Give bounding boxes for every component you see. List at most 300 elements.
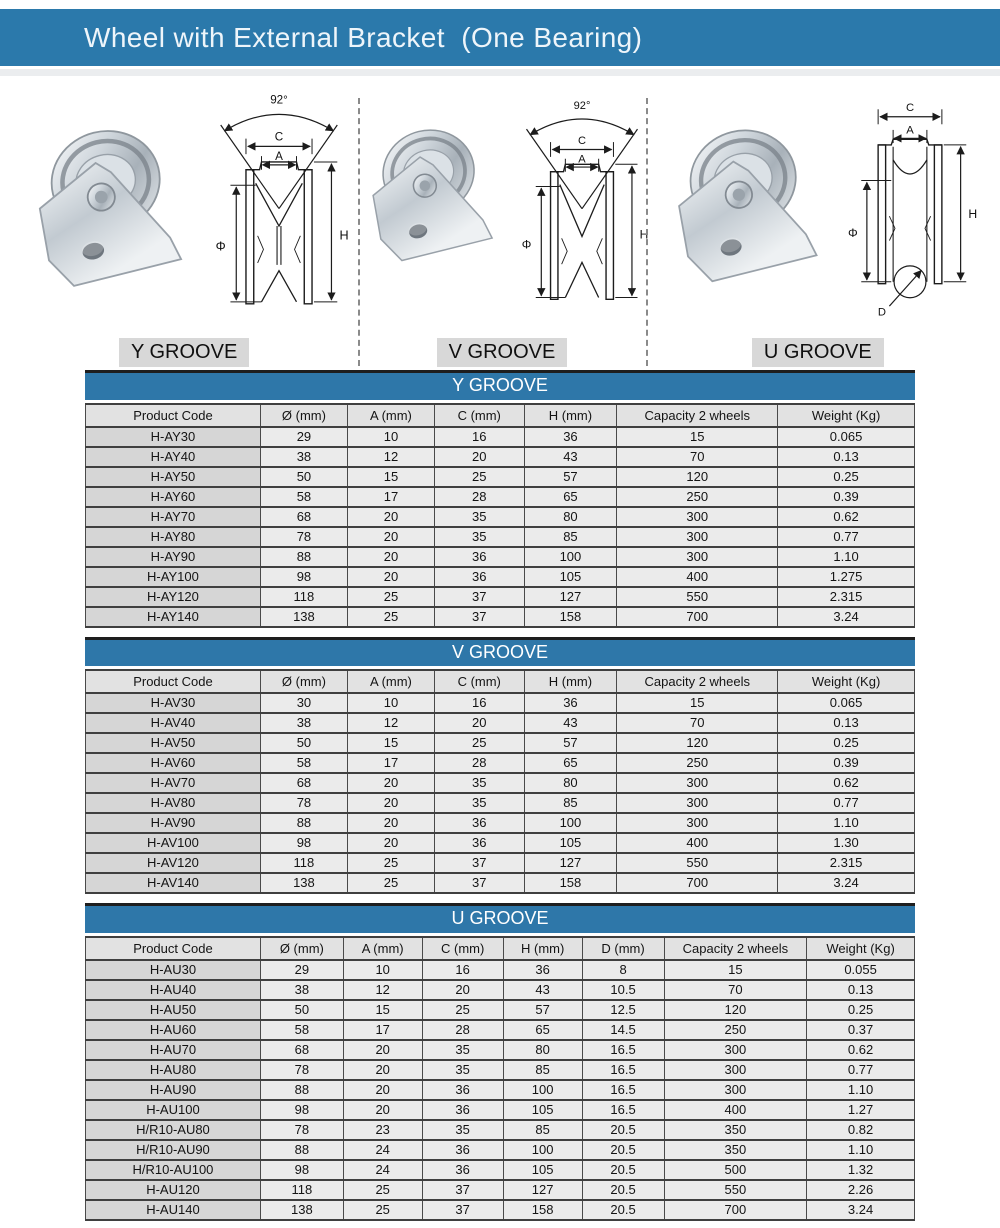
value-cell: 0.77 bbox=[807, 1060, 915, 1080]
value-cell: 550 bbox=[617, 853, 778, 873]
value-cell: 400 bbox=[617, 567, 778, 587]
value-cell: 118 bbox=[260, 853, 347, 873]
value-cell: 700 bbox=[617, 607, 778, 627]
value-cell: 0.055 bbox=[807, 960, 915, 980]
value-cell: 20 bbox=[434, 713, 524, 733]
column-header: Ø (mm) bbox=[260, 670, 347, 693]
column-header: C (mm) bbox=[434, 404, 524, 427]
value-cell: 15 bbox=[617, 427, 778, 447]
value-cell: 2.26 bbox=[807, 1180, 915, 1200]
table-row bbox=[86, 1000, 915, 1020]
value-cell: 50 bbox=[260, 733, 347, 753]
product-code-cell: H-AU80 bbox=[86, 1060, 261, 1080]
product-code-cell: H-AU100 bbox=[86, 1100, 261, 1120]
value-cell: 68 bbox=[260, 1040, 343, 1060]
value-cell: 36 bbox=[422, 1100, 503, 1120]
value-cell: 2.315 bbox=[778, 587, 915, 607]
value-cell: 85 bbox=[503, 1120, 582, 1140]
value-cell: 118 bbox=[260, 1180, 343, 1200]
value-cell: 0.25 bbox=[778, 467, 915, 487]
value-cell: 1.10 bbox=[778, 547, 915, 567]
value-cell: 25 bbox=[347, 587, 434, 607]
value-cell: 250 bbox=[617, 487, 778, 507]
dim-label-angle: 92° bbox=[270, 93, 288, 107]
column-header: C (mm) bbox=[434, 670, 524, 693]
value-cell: 300 bbox=[617, 793, 778, 813]
product-code-cell: H-AV90 bbox=[86, 813, 261, 833]
value-cell: 1.27 bbox=[807, 1100, 915, 1120]
value-cell: 25 bbox=[422, 1000, 503, 1020]
value-cell: 20 bbox=[343, 1060, 422, 1080]
value-cell: 16 bbox=[434, 693, 524, 713]
value-cell: 78 bbox=[260, 1060, 343, 1080]
value-cell: 8 bbox=[582, 960, 664, 980]
value-cell: 37 bbox=[422, 1200, 503, 1220]
value-cell: 36 bbox=[434, 833, 524, 853]
column-header: A (mm) bbox=[343, 937, 422, 960]
table-row bbox=[86, 1160, 915, 1180]
product-code-cell: H-AV40 bbox=[86, 713, 261, 733]
value-cell: 20.5 bbox=[582, 1180, 664, 1200]
value-cell: 58 bbox=[260, 1020, 343, 1040]
value-cell: 105 bbox=[524, 833, 617, 853]
product-photo-u bbox=[650, 92, 835, 312]
value-cell: 20 bbox=[347, 527, 434, 547]
value-cell: 98 bbox=[260, 833, 347, 853]
column-header: A (mm) bbox=[347, 404, 434, 427]
dim-label-c: C bbox=[906, 102, 915, 115]
value-cell: 16.5 bbox=[582, 1060, 664, 1080]
column-header: H (mm) bbox=[524, 670, 617, 693]
value-cell: 15 bbox=[617, 693, 778, 713]
column-header: Ø (mm) bbox=[260, 937, 343, 960]
value-cell: 65 bbox=[524, 487, 617, 507]
column-header: Product Code bbox=[86, 670, 261, 693]
column-header: Product Code bbox=[86, 937, 261, 960]
value-cell: 43 bbox=[524, 447, 617, 467]
table-header-row bbox=[86, 937, 915, 960]
value-cell: 0.065 bbox=[778, 693, 915, 713]
value-cell: 36 bbox=[422, 1160, 503, 1180]
groove-label-v: V GROOVE bbox=[437, 338, 568, 367]
value-cell: 98 bbox=[260, 1160, 343, 1180]
value-cell: 85 bbox=[503, 1060, 582, 1080]
table-row bbox=[86, 1140, 915, 1160]
value-cell: 700 bbox=[617, 873, 778, 893]
value-cell: 37 bbox=[434, 853, 524, 873]
value-cell: 98 bbox=[260, 1100, 343, 1120]
product-code-cell: H-AU140 bbox=[86, 1200, 261, 1220]
diagram-column-v bbox=[360, 92, 649, 366]
value-cell: 1.30 bbox=[778, 833, 915, 853]
value-cell: 78 bbox=[260, 1120, 343, 1140]
value-cell: 138 bbox=[260, 1200, 343, 1220]
value-cell: 80 bbox=[503, 1040, 582, 1060]
product-code-cell: H-AV60 bbox=[86, 753, 261, 773]
product-code-cell: H-AU60 bbox=[86, 1020, 261, 1040]
table-row bbox=[86, 447, 915, 467]
value-cell: 57 bbox=[524, 467, 617, 487]
value-cell: 17 bbox=[343, 1020, 422, 1040]
dim-label-a: A bbox=[275, 150, 284, 163]
value-cell: 105 bbox=[503, 1100, 582, 1120]
table-header-row bbox=[86, 670, 915, 693]
table-row bbox=[86, 733, 915, 753]
value-cell: 158 bbox=[524, 873, 617, 893]
value-cell: 700 bbox=[664, 1200, 807, 1220]
value-cell: 25 bbox=[434, 733, 524, 753]
value-cell: 12 bbox=[347, 713, 434, 733]
value-cell: 15 bbox=[343, 1000, 422, 1020]
value-cell: 25 bbox=[434, 467, 524, 487]
value-cell: 57 bbox=[503, 1000, 582, 1020]
value-cell: 25 bbox=[347, 607, 434, 627]
spec-table-u-groove bbox=[85, 903, 915, 1221]
spec-table-v-groove bbox=[85, 637, 915, 895]
header-divider-strip bbox=[0, 69, 1000, 76]
product-code-cell: H-AV140 bbox=[86, 873, 261, 893]
dim-label-dia: Φ bbox=[215, 239, 226, 254]
value-cell: 105 bbox=[524, 567, 617, 587]
value-cell: 80 bbox=[524, 507, 617, 527]
dim-label-h: H bbox=[639, 227, 649, 242]
value-cell: 350 bbox=[664, 1120, 807, 1140]
table-row bbox=[86, 1180, 915, 1200]
column-header: Weight (Kg) bbox=[807, 937, 915, 960]
value-cell: 0.39 bbox=[778, 753, 915, 773]
value-cell: 43 bbox=[524, 713, 617, 733]
value-cell: 12.5 bbox=[582, 1000, 664, 1020]
table-row bbox=[86, 693, 915, 713]
product-code-cell: H-AV80 bbox=[86, 793, 261, 813]
groove-label-u: U GROOVE bbox=[752, 338, 884, 367]
data-table bbox=[85, 669, 915, 894]
table-row bbox=[86, 1120, 915, 1140]
table-title: V GROOVE bbox=[85, 637, 915, 667]
value-cell: 16.5 bbox=[582, 1080, 664, 1100]
value-cell: 88 bbox=[260, 813, 347, 833]
value-cell: 85 bbox=[524, 793, 617, 813]
table-row bbox=[86, 587, 915, 607]
value-cell: 58 bbox=[260, 753, 347, 773]
value-cell: 68 bbox=[260, 507, 347, 527]
product-code-cell: H-AU90 bbox=[86, 1080, 261, 1100]
column-header: C (mm) bbox=[422, 937, 503, 960]
value-cell: 36 bbox=[434, 567, 524, 587]
value-cell: 25 bbox=[347, 853, 434, 873]
dim-label-d: D bbox=[878, 306, 887, 319]
value-cell: 36 bbox=[422, 1080, 503, 1100]
product-code-cell: H-AU50 bbox=[86, 1000, 261, 1020]
value-cell: 43 bbox=[503, 980, 582, 1000]
value-cell: 24 bbox=[343, 1140, 422, 1160]
table-row bbox=[86, 427, 915, 447]
product-code-cell: H-AU30 bbox=[86, 960, 261, 980]
dimension-drawing-u bbox=[835, 92, 985, 330]
value-cell: 23 bbox=[343, 1120, 422, 1140]
value-cell: 36 bbox=[524, 693, 617, 713]
value-cell: 36 bbox=[422, 1140, 503, 1160]
value-cell: 35 bbox=[434, 773, 524, 793]
value-cell: 550 bbox=[617, 587, 778, 607]
column-header: A (mm) bbox=[347, 670, 434, 693]
table-row bbox=[86, 487, 915, 507]
value-cell: 35 bbox=[422, 1120, 503, 1140]
value-cell: 1.10 bbox=[807, 1080, 915, 1100]
column-header: Ø (mm) bbox=[260, 404, 347, 427]
table-row bbox=[86, 467, 915, 487]
value-cell: 350 bbox=[664, 1140, 807, 1160]
table-row bbox=[86, 753, 915, 773]
table-row bbox=[86, 873, 915, 893]
product-code-cell: H-AY90 bbox=[86, 547, 261, 567]
dim-label-a: A bbox=[578, 153, 586, 166]
value-cell: 550 bbox=[664, 1180, 807, 1200]
product-code-cell: H-AY30 bbox=[86, 427, 261, 447]
dim-label-c: C bbox=[577, 134, 586, 147]
value-cell: 38 bbox=[260, 713, 347, 733]
value-cell: 500 bbox=[664, 1160, 807, 1180]
dim-label-a: A bbox=[906, 124, 915, 137]
table-row bbox=[86, 1100, 915, 1120]
table-row bbox=[86, 980, 915, 1000]
value-cell: 300 bbox=[664, 1060, 807, 1080]
dimension-drawing-v bbox=[508, 92, 656, 330]
value-cell: 20 bbox=[347, 813, 434, 833]
value-cell: 300 bbox=[617, 773, 778, 793]
value-cell: 36 bbox=[434, 813, 524, 833]
top-margin bbox=[0, 0, 1000, 9]
product-photo-v bbox=[348, 92, 508, 292]
value-cell: 78 bbox=[260, 527, 347, 547]
value-cell: 14.5 bbox=[582, 1020, 664, 1040]
value-cell: 300 bbox=[617, 507, 778, 527]
dimension-drawing-y bbox=[200, 92, 358, 330]
product-code-cell: H-AU70 bbox=[86, 1040, 261, 1060]
product-code-cell: H-AY100 bbox=[86, 567, 261, 587]
column-header: H (mm) bbox=[503, 937, 582, 960]
value-cell: 36 bbox=[503, 960, 582, 980]
table-title: Y GROOVE bbox=[85, 370, 915, 400]
diagram-row-u bbox=[650, 92, 985, 330]
table-row bbox=[86, 507, 915, 527]
value-cell: 20 bbox=[347, 793, 434, 813]
table-row bbox=[86, 813, 915, 833]
value-cell: 20 bbox=[343, 1100, 422, 1120]
value-cell: 20 bbox=[347, 773, 434, 793]
diagram-column-u bbox=[644, 92, 992, 366]
table-row bbox=[86, 1020, 915, 1040]
value-cell: 25 bbox=[343, 1180, 422, 1200]
value-cell: 35 bbox=[422, 1060, 503, 1080]
value-cell: 20.5 bbox=[582, 1200, 664, 1220]
product-code-cell: H-AV120 bbox=[86, 853, 261, 873]
value-cell: 20.5 bbox=[582, 1120, 664, 1140]
table-row bbox=[86, 527, 915, 547]
dim-label-h: H bbox=[968, 207, 978, 222]
product-photo-y bbox=[10, 92, 200, 317]
value-cell: 28 bbox=[434, 753, 524, 773]
value-cell: 3.24 bbox=[778, 607, 915, 627]
table-row bbox=[86, 1200, 915, 1220]
value-cell: 85 bbox=[524, 527, 617, 547]
value-cell: 28 bbox=[422, 1020, 503, 1040]
value-cell: 100 bbox=[503, 1080, 582, 1100]
value-cell: 65 bbox=[524, 753, 617, 773]
value-cell: 38 bbox=[260, 980, 343, 1000]
value-cell: 100 bbox=[524, 813, 617, 833]
value-cell: 30 bbox=[260, 693, 347, 713]
dim-label-angle: 92° bbox=[573, 99, 591, 112]
value-cell: 50 bbox=[260, 1000, 343, 1020]
product-code-cell: H-AU40 bbox=[86, 980, 261, 1000]
value-cell: 25 bbox=[347, 873, 434, 893]
value-cell: 36 bbox=[434, 547, 524, 567]
diagram-column-y bbox=[8, 92, 360, 366]
dashed-divider bbox=[646, 98, 648, 366]
value-cell: 1.32 bbox=[807, 1160, 915, 1180]
value-cell: 37 bbox=[434, 607, 524, 627]
table-row bbox=[86, 960, 915, 980]
value-cell: 16.5 bbox=[582, 1100, 664, 1120]
value-cell: 400 bbox=[617, 833, 778, 853]
value-cell: 58 bbox=[260, 487, 347, 507]
value-cell: 0.37 bbox=[807, 1020, 915, 1040]
value-cell: 15 bbox=[664, 960, 807, 980]
value-cell: 0.62 bbox=[778, 773, 915, 793]
value-cell: 20 bbox=[343, 1040, 422, 1060]
product-code-cell: H-AV30 bbox=[86, 693, 261, 713]
column-header: Capacity 2 wheels bbox=[664, 937, 807, 960]
table-row bbox=[86, 793, 915, 813]
column-header: Capacity 2 wheels bbox=[617, 670, 778, 693]
value-cell: 3.24 bbox=[778, 873, 915, 893]
value-cell: 158 bbox=[524, 607, 617, 627]
value-cell: 10 bbox=[347, 427, 434, 447]
product-code-cell: H-AV50 bbox=[86, 733, 261, 753]
value-cell: 120 bbox=[664, 1000, 807, 1020]
dim-label-dia: Φ bbox=[521, 237, 532, 252]
value-cell: 12 bbox=[347, 447, 434, 467]
value-cell: 20.5 bbox=[582, 1160, 664, 1180]
dim-label-h: H bbox=[339, 228, 349, 243]
value-cell: 300 bbox=[617, 527, 778, 547]
value-cell: 35 bbox=[434, 793, 524, 813]
value-cell: 25 bbox=[343, 1200, 422, 1220]
value-cell: 300 bbox=[664, 1040, 807, 1060]
value-cell: 0.25 bbox=[778, 733, 915, 753]
value-cell: 0.13 bbox=[807, 980, 915, 1000]
value-cell: 35 bbox=[422, 1040, 503, 1060]
value-cell: 37 bbox=[422, 1180, 503, 1200]
page-title: Wheel with External Bracket (One Bearing) bbox=[84, 21, 643, 53]
value-cell: 17 bbox=[347, 753, 434, 773]
value-cell: 29 bbox=[260, 427, 347, 447]
value-cell: 127 bbox=[524, 587, 617, 607]
value-cell: 35 bbox=[434, 527, 524, 547]
value-cell: 20 bbox=[347, 547, 434, 567]
table-row bbox=[86, 833, 915, 853]
value-cell: 1.10 bbox=[807, 1140, 915, 1160]
spec-table-y-groove bbox=[85, 370, 915, 628]
column-header: D (mm) bbox=[582, 937, 664, 960]
value-cell: 10 bbox=[343, 960, 422, 980]
product-code-cell: H/R10-AU90 bbox=[86, 1140, 261, 1160]
value-cell: 0.13 bbox=[778, 713, 915, 733]
value-cell: 0.62 bbox=[807, 1040, 915, 1060]
value-cell: 20 bbox=[347, 567, 434, 587]
product-code-cell: H-AY80 bbox=[86, 527, 261, 547]
value-cell: 0.39 bbox=[778, 487, 915, 507]
value-cell: 127 bbox=[524, 853, 617, 873]
value-cell: 127 bbox=[503, 1180, 582, 1200]
value-cell: 20 bbox=[422, 980, 503, 1000]
page-header bbox=[0, 9, 1000, 66]
table-row bbox=[86, 547, 915, 567]
value-cell: 68 bbox=[260, 773, 347, 793]
value-cell: 36 bbox=[524, 427, 617, 447]
value-cell: 57 bbox=[524, 733, 617, 753]
value-cell: 88 bbox=[260, 1080, 343, 1100]
value-cell: 28 bbox=[434, 487, 524, 507]
table-header-row bbox=[86, 404, 915, 427]
column-header: Capacity 2 wheels bbox=[617, 404, 778, 427]
value-cell: 300 bbox=[617, 547, 778, 567]
value-cell: 0.82 bbox=[807, 1120, 915, 1140]
value-cell: 16 bbox=[422, 960, 503, 980]
value-cell: 98 bbox=[260, 567, 347, 587]
product-code-cell: H-AV70 bbox=[86, 773, 261, 793]
value-cell: 0.62 bbox=[778, 507, 915, 527]
column-header: Product Code bbox=[86, 404, 261, 427]
value-cell: 100 bbox=[503, 1140, 582, 1160]
product-code-cell: H-AY70 bbox=[86, 507, 261, 527]
value-cell: 20 bbox=[343, 1080, 422, 1100]
value-cell: 0.77 bbox=[778, 793, 915, 813]
spec-tables-section bbox=[85, 370, 915, 1221]
table-row bbox=[86, 713, 915, 733]
column-header: Weight (Kg) bbox=[778, 670, 915, 693]
value-cell: 65 bbox=[503, 1020, 582, 1040]
value-cell: 300 bbox=[664, 1080, 807, 1100]
value-cell: 20 bbox=[347, 507, 434, 527]
value-cell: 35 bbox=[434, 507, 524, 527]
product-code-cell: H/R10-AU100 bbox=[86, 1160, 261, 1180]
value-cell: 1.275 bbox=[778, 567, 915, 587]
value-cell: 120 bbox=[617, 467, 778, 487]
value-cell: 70 bbox=[664, 980, 807, 1000]
column-header: Weight (Kg) bbox=[778, 404, 915, 427]
diagram-section bbox=[0, 76, 1000, 368]
table-row bbox=[86, 1060, 915, 1080]
value-cell: 400 bbox=[664, 1100, 807, 1120]
product-code-cell: H-AV100 bbox=[86, 833, 261, 853]
value-cell: 158 bbox=[503, 1200, 582, 1220]
value-cell: 3.24 bbox=[807, 1200, 915, 1220]
value-cell: 37 bbox=[434, 873, 524, 893]
value-cell: 88 bbox=[260, 1140, 343, 1160]
value-cell: 138 bbox=[260, 607, 347, 627]
value-cell: 16.5 bbox=[582, 1040, 664, 1060]
product-code-cell: H-AY60 bbox=[86, 487, 261, 507]
table-row bbox=[86, 853, 915, 873]
value-cell: 15 bbox=[347, 733, 434, 753]
value-cell: 300 bbox=[617, 813, 778, 833]
value-cell: 38 bbox=[260, 447, 347, 467]
value-cell: 16 bbox=[434, 427, 524, 447]
dim-label-c: C bbox=[274, 130, 284, 144]
data-table bbox=[85, 403, 915, 628]
